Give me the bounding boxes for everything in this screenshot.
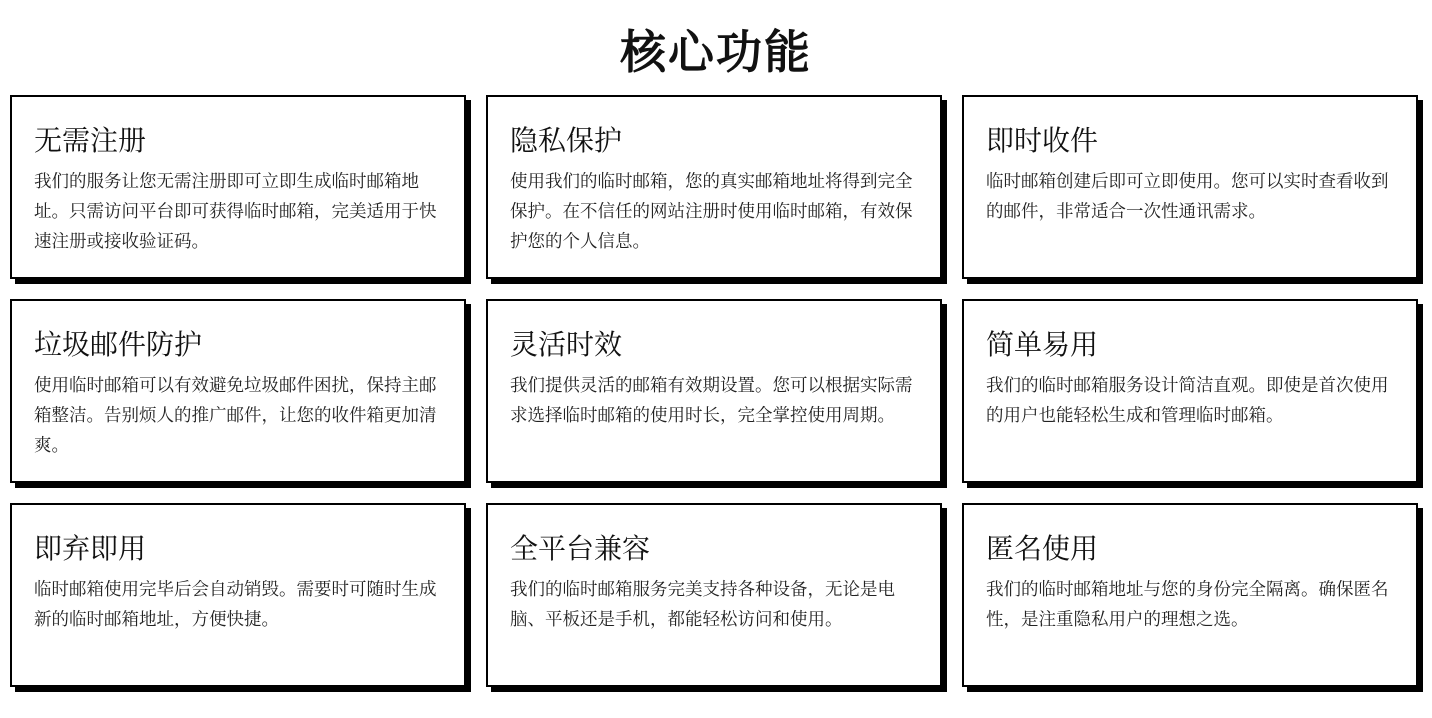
feature-description: 我们的服务让您无需注册即可立即生成临时邮箱地址。只需访问平台即可获得临时邮箱，完美适用于快速注册或接收验证码。 [34, 172, 437, 252]
feature-title: 即弃即用 [34, 532, 147, 565]
feature-description: 我们的临时邮箱服务完美支持各种设备，无论是电脑、平板还是手机，都能轻松访问和使用。 [510, 580, 895, 630]
feature-description: 我们提供灵活的邮箱有效期设置。您可以根据实际需求选择临时邮箱的使用时长，完全掌控使用周期。 [510, 376, 913, 426]
feature-card-no-registration [10, 95, 466, 279]
feature-grid [10, 95, 1418, 687]
feature-description: 使用我们的临时邮箱，您的真实邮箱地址将得到完全保护。在不信任的网站注册时使用临时邮箱，有效保护您的个人信息。 [510, 172, 913, 252]
feature-card-cross-platform [486, 503, 942, 687]
feature-card-easy-to-use [962, 299, 1418, 483]
feature-title: 即时收件 [986, 124, 1099, 157]
feature-card-flexible-duration [486, 299, 942, 483]
feature-card-disposable [10, 503, 466, 687]
feature-card-privacy [486, 95, 942, 279]
feature-card-instant-inbox [962, 95, 1418, 279]
feature-description: 使用临时邮箱可以有效避免垃圾邮件困扰，保持主邮箱整洁。告别烦人的推广邮件，让您的收件箱更加清爽。 [34, 376, 437, 456]
feature-title: 灵活时效 [510, 328, 623, 361]
feature-title: 匿名使用 [986, 532, 1099, 565]
feature-title: 无需注册 [34, 124, 147, 157]
section-title: 核心功能 [620, 25, 812, 79]
feature-title: 简单易用 [986, 328, 1099, 361]
feature-description: 我们的临时邮箱服务设计简洁直观。即使是首次使用的用户也能轻松生成和管理临时邮箱。 [986, 376, 1389, 426]
feature-card-spam-protection [10, 299, 466, 483]
feature-title: 全平台兼容 [510, 532, 651, 565]
feature-description: 临时邮箱创建后即可立即使用。您可以实时查看收到的邮件，非常适合一次性通讯需求。 [986, 172, 1389, 222]
feature-title: 垃圾邮件防护 [34, 328, 203, 361]
feature-card-anonymous [962, 503, 1418, 687]
feature-title: 隐私保护 [510, 124, 623, 157]
feature-description: 我们的临时邮箱地址与您的身份完全隔离。确保匿名性，是注重隐私用户的理想之选。 [986, 580, 1389, 630]
feature-description: 临时邮箱使用完毕后会自动销毁。需要时可随时生成新的临时邮箱地址，方便快捷。 [34, 580, 437, 630]
